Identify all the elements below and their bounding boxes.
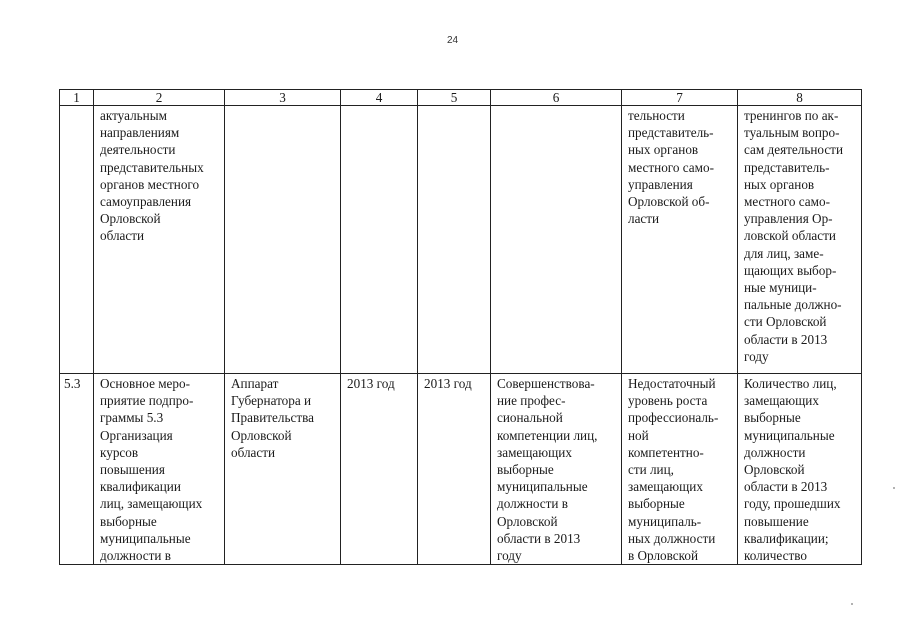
consequences-cell: тельности представитель- ных органов местного само- управления Орловской об- ласти xyxy=(622,106,738,374)
header-cell-4: 4 xyxy=(341,90,418,106)
header-cell-2: 2 xyxy=(94,90,225,106)
end-date-cell: 2013 год xyxy=(418,374,491,565)
row-number-cell: 5.3 xyxy=(60,374,94,565)
header-cell-7: 7 xyxy=(622,90,738,106)
expected-result-cell xyxy=(491,106,622,374)
executor-cell xyxy=(225,106,341,374)
table-row xyxy=(60,374,862,565)
scan-speck xyxy=(851,603,853,605)
scan-speck xyxy=(893,487,895,489)
consequences-cell: Недостаточный уровень роста профессиональ- ной компетентно- сти лиц, замещающих выборные муниципаль- ных должности в Орловской xyxy=(622,374,738,565)
program-table xyxy=(59,89,862,565)
event-name-cell: Основное меро- приятие подпро- граммы 5.3 Организация курсов повышения квалификации лиц, замещающих выборные муниципальные должности в xyxy=(94,374,225,565)
executor-cell: Аппарат Губернатора и Правительства Орловской области xyxy=(225,374,341,565)
header-cell-8: 8 xyxy=(738,90,862,106)
header-cell-1: 1 xyxy=(60,90,94,106)
start-date-cell: 2013 год xyxy=(341,374,418,565)
table-row xyxy=(60,106,862,374)
indicator-cell: тренингов по ак- туальным вопро- сам деятельности представитель- ных органов местного само- управления Ор- ловской области для лиц, заме- щающих выбор- ные муници- пальные должно- сти Орловской области в 2013 году xyxy=(738,106,862,374)
page-number: 24 xyxy=(446,35,459,46)
header-cell-6: 6 xyxy=(491,90,622,106)
row-number-cell xyxy=(60,106,94,374)
start-date-cell xyxy=(341,106,418,374)
event-name-cell: актуальным направлениям деятельности представительных органов местного самоуправления Орловской области xyxy=(94,106,225,374)
end-date-cell xyxy=(418,106,491,374)
header-cell-5: 5 xyxy=(418,90,491,106)
indicator-cell: Количество лиц, замещающих выборные муниципальные должности Орловской области в 2013 году, прошедших повышение квалификации; количество xyxy=(738,374,862,565)
table-header-row xyxy=(60,90,862,106)
expected-result-cell: Совершенствова- ние профес- сиональной компетенции лиц, замещающих выборные муниципальные должности в Орловской области в 2013 году xyxy=(491,374,622,565)
header-cell-3: 3 xyxy=(225,90,341,106)
